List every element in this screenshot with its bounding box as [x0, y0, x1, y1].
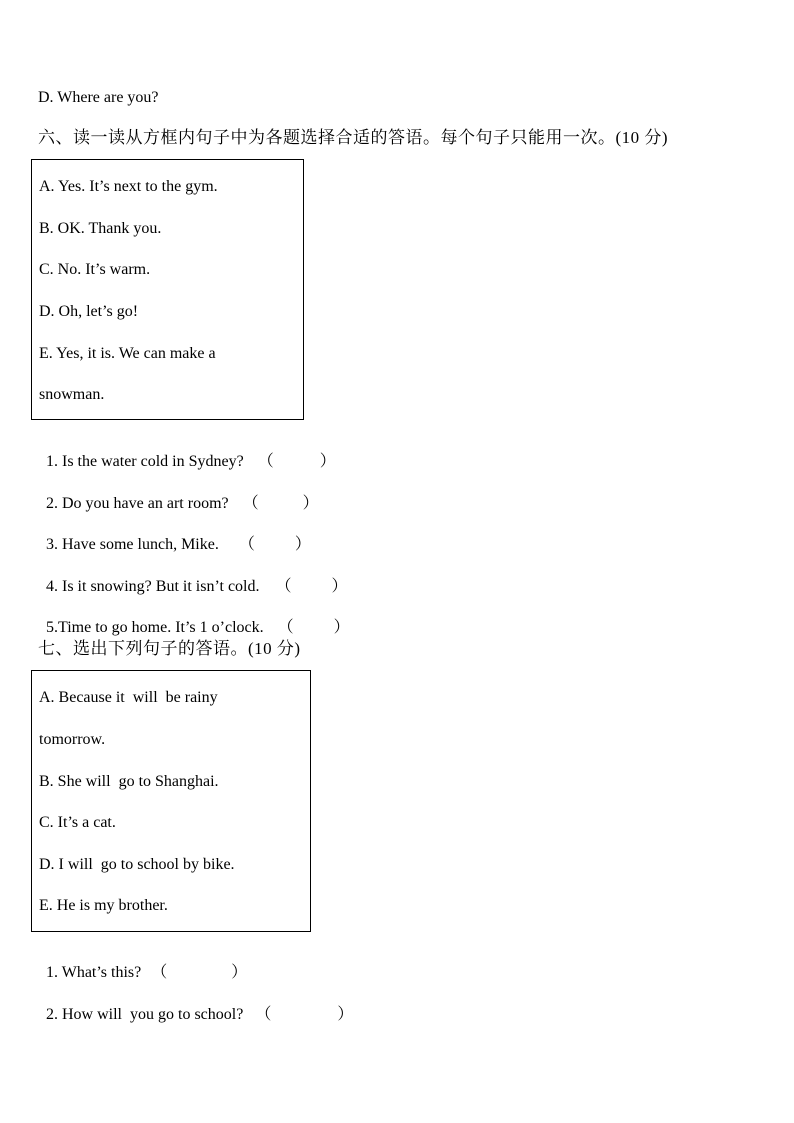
- answer-paren-close: ）: [302, 495, 319, 512]
- prev-option-d: D. Where are you?: [38, 89, 159, 106]
- answer-paren-close: ）: [333, 619, 350, 636]
- question-text: 4. Is it snowing? But it isn’t cold.: [46, 578, 260, 595]
- answer-paren-open: （: [242, 495, 259, 512]
- question-text: 2. How will you go to school?: [46, 1006, 244, 1023]
- s6-option-a: A. Yes. It’s next to the gym.: [39, 178, 218, 195]
- s7-question-2: [38, 985, 353, 1025]
- s6-question-1: [38, 432, 336, 472]
- answer-paren-open: （: [151, 964, 168, 981]
- question-text: 2. Do you have an art room?: [46, 495, 229, 512]
- s6-question-3: [38, 515, 311, 555]
- answer-paren-close: ）: [331, 578, 348, 595]
- answer-paren-close: ）: [319, 453, 336, 470]
- s6-option-e: E. Yes, it is. We can make a: [39, 345, 216, 362]
- answer-paren-open: （: [257, 453, 274, 470]
- s6-option-d: D. Oh, let’s go!: [39, 303, 139, 320]
- answer-paren-close: ）: [337, 1006, 354, 1023]
- s7-option-a: A. Because it will be rainy: [39, 689, 218, 706]
- answer-paren-open: （: [255, 1006, 272, 1023]
- answer-paren-open: （: [277, 619, 294, 636]
- question-text: 1. What’s this?: [46, 964, 142, 981]
- section-7-heading: 七、选出下列句子的答语。(10 分): [38, 639, 301, 658]
- answer-paren-close: ）: [231, 964, 248, 981]
- section-6-heading: 六、读一读从方框内句子中为各题选择合适的答语。每个句子只能用一次。(10 分): [38, 128, 669, 147]
- question-text: 1. Is the water cold in Sydney?: [46, 453, 244, 470]
- section-7-answer-box: [31, 670, 311, 932]
- s6-option-c: C. No. It’s warm.: [39, 261, 151, 278]
- s7-option-d: D. I will go to school by bike.: [39, 856, 235, 873]
- section-6-answer-box: [31, 159, 304, 420]
- s7-option-b: B. She will go to Shanghai.: [39, 773, 219, 790]
- s6-option-b: B. OK. Thank you.: [39, 220, 162, 237]
- answer-paren-close: ）: [294, 536, 311, 553]
- s6-question-5: [38, 598, 350, 638]
- s6-question-2: [38, 474, 319, 514]
- s6-question-4: [38, 557, 348, 597]
- question-text: 3. Have some lunch, Mike.: [46, 536, 219, 553]
- s7-question-1: [38, 943, 247, 983]
- s7-option-a-cont: tomorrow.: [39, 731, 106, 748]
- s7-option-e: E. He is my brother.: [39, 897, 168, 914]
- s7-option-c: C. It’s a cat.: [39, 814, 116, 831]
- answer-paren-open: （: [275, 578, 292, 595]
- question-text: 5.Time to go home. It’s 1 o’clock.: [46, 619, 264, 636]
- answer-paren-open: （: [238, 536, 255, 553]
- s6-option-e-cont: snowman.: [39, 386, 105, 403]
